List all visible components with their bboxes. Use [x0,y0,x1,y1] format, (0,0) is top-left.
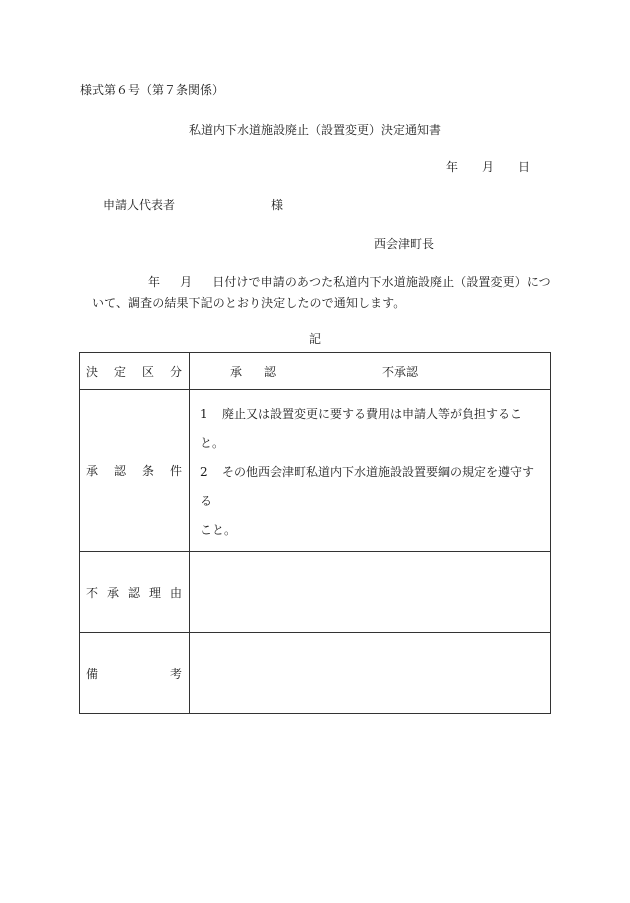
date-month: 月 [482,160,495,174]
applicant-label: 申請人代表者 [103,198,176,212]
document-title: 私道内下水道施設廃止（設置変更）決定通知書 [188,123,441,137]
condition-text: 廃止又は設置変更に要する費用は申請人等が負担すること。 [200,407,523,450]
reason-value-cell [190,552,551,633]
table-row-conditions [80,390,551,552]
notice-body [92,272,562,314]
label-char: 不 [86,585,99,600]
date-year: 年 [446,160,459,174]
remarks-value-cell [190,633,551,714]
label-char: 承 [106,585,119,600]
decision-table [79,352,551,714]
label-char: 条 [141,464,154,478]
label-char: 備 [86,666,99,681]
approve-char-1: 承 [230,364,243,379]
disapprove-option: 不承認 [382,364,419,379]
approve-char-2: 認 [264,364,277,379]
table-row-remarks [80,633,551,714]
condition-number: 2 [200,465,208,479]
issuer-name: 西会津町長 [374,237,435,251]
issue-date [446,158,530,175]
label-char: 区 [141,364,154,379]
label-char: 定 [113,364,126,379]
label-char: 決 [86,364,99,379]
applicant-line [103,196,283,213]
label-char: 認 [113,464,126,478]
label-char: 考 [169,666,182,681]
label-char: 分 [169,364,182,379]
table-row-decision [80,353,551,390]
body-year: 年 [148,275,161,289]
condition-continuation: こと。 [200,523,237,537]
condition-item [200,458,542,516]
condition-number: 1 [200,407,208,421]
label-char: 認 [127,585,140,600]
applicant-honorific: 様 [271,198,284,212]
condition-text: その他西会津町私道内下水道施設設置要綱の規定を遵守する [200,465,535,508]
reason-label-cell [80,552,190,633]
ki-heading: 記 [308,332,321,346]
form-number: 様式第６号（第７条関係） [80,83,225,97]
label-char: 承 [86,464,99,478]
conditions-cell [190,390,551,552]
label-char: 理 [148,585,161,600]
remarks-label-cell [80,633,190,714]
table-row-disapproval-reason [80,552,551,633]
condition-item [200,400,542,458]
label-char: 由 [169,585,182,600]
date-day: 日 [518,160,531,174]
body-month: 月 [180,275,193,289]
label-char: 件 [169,464,182,478]
body-text: 日付けで申請のあつた私道内下水道施設廃止（設置変更）について、調査の結果下記のとおり決定したので通知します。 [92,275,551,310]
conditions-label-cell [80,390,190,552]
decision-options-cell [190,353,551,390]
decision-label-cell [80,353,190,390]
